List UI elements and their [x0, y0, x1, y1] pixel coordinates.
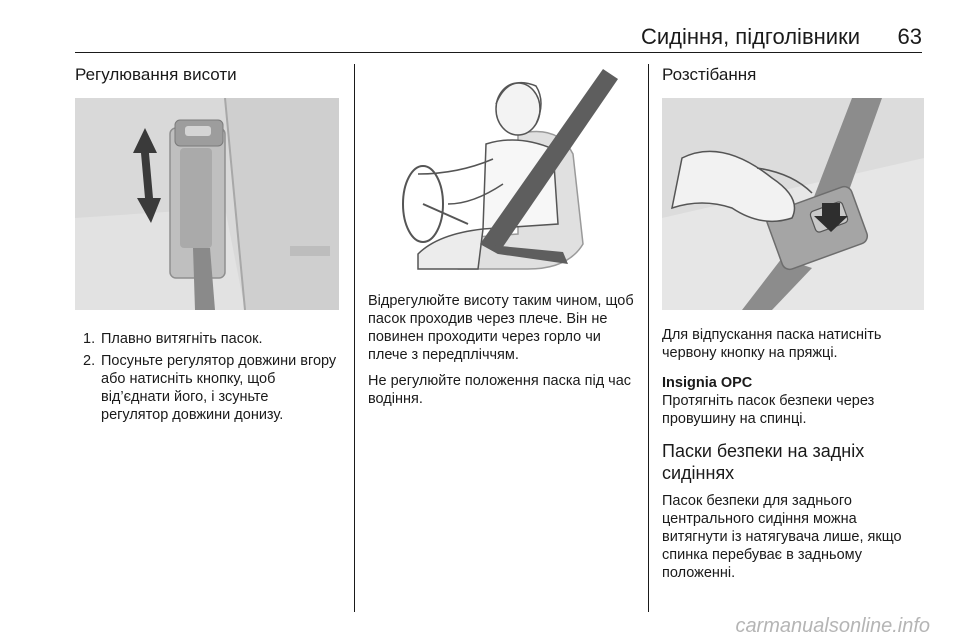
- step-number: 1.: [83, 331, 96, 347]
- step-text: Посуньте регулятор довжини вгору або натисніть кнопку, щоб від’єднати його, і зсуньте регулятор довжини донизу.: [101, 353, 337, 423]
- column-height-adjustment: [75, 64, 339, 428]
- heading-height-adjustment: Регулювання висоти: [75, 65, 237, 84]
- heading-rear-seat-belts: Паски безпеки на задніх сидіннях: [662, 441, 865, 483]
- column-unbuckling: [662, 64, 924, 582]
- page-number: 63: [897, 24, 922, 49]
- step-item: [75, 330, 339, 348]
- paragraph-no-adjust-while-driving: Не регулюйте положення паска під час водіння.: [368, 373, 632, 407]
- paragraph-opc-instruction: Протягніть пасок безпеки через провушину на спинці.: [662, 393, 875, 427]
- watermark: carmanualsonline.info: [735, 615, 930, 637]
- paragraph-rear-center-belt: Пасок безпеки для заднього центрального сидіння можна витягнути із натягувача лише, якщо спинка перебуває в задньому положенні.: [662, 493, 902, 581]
- paragraph-belt-routing: Відрегулюйте висоту таким чином, щоб пасок проходив через плече. Він не повинен проходити через горло чи плече з передпліччям.: [368, 293, 634, 363]
- page-header-title: Сидіння, підголівники: [640, 24, 860, 49]
- subheading-insignia-opc: Insignia OPC: [662, 375, 753, 391]
- illustration-buckle-release: [662, 98, 924, 310]
- column-divider-right: [648, 64, 649, 612]
- paragraph-release-instruction: Для відпускання паска натисніть червону кнопку на пряжці.: [662, 327, 882, 361]
- column-divider-left: [354, 64, 355, 612]
- illustration-seated-driver: [368, 64, 634, 276]
- column-belt-position: [368, 64, 634, 408]
- step-item: [75, 352, 339, 424]
- illustration-height-adjuster: [75, 98, 339, 310]
- header-divider: [75, 52, 922, 53]
- step-text: Плавно витягніть пасок.: [101, 331, 263, 347]
- heading-unbuckling: Розстібання: [662, 65, 757, 84]
- step-number: 2.: [83, 353, 96, 369]
- steps-list: [75, 330, 339, 424]
